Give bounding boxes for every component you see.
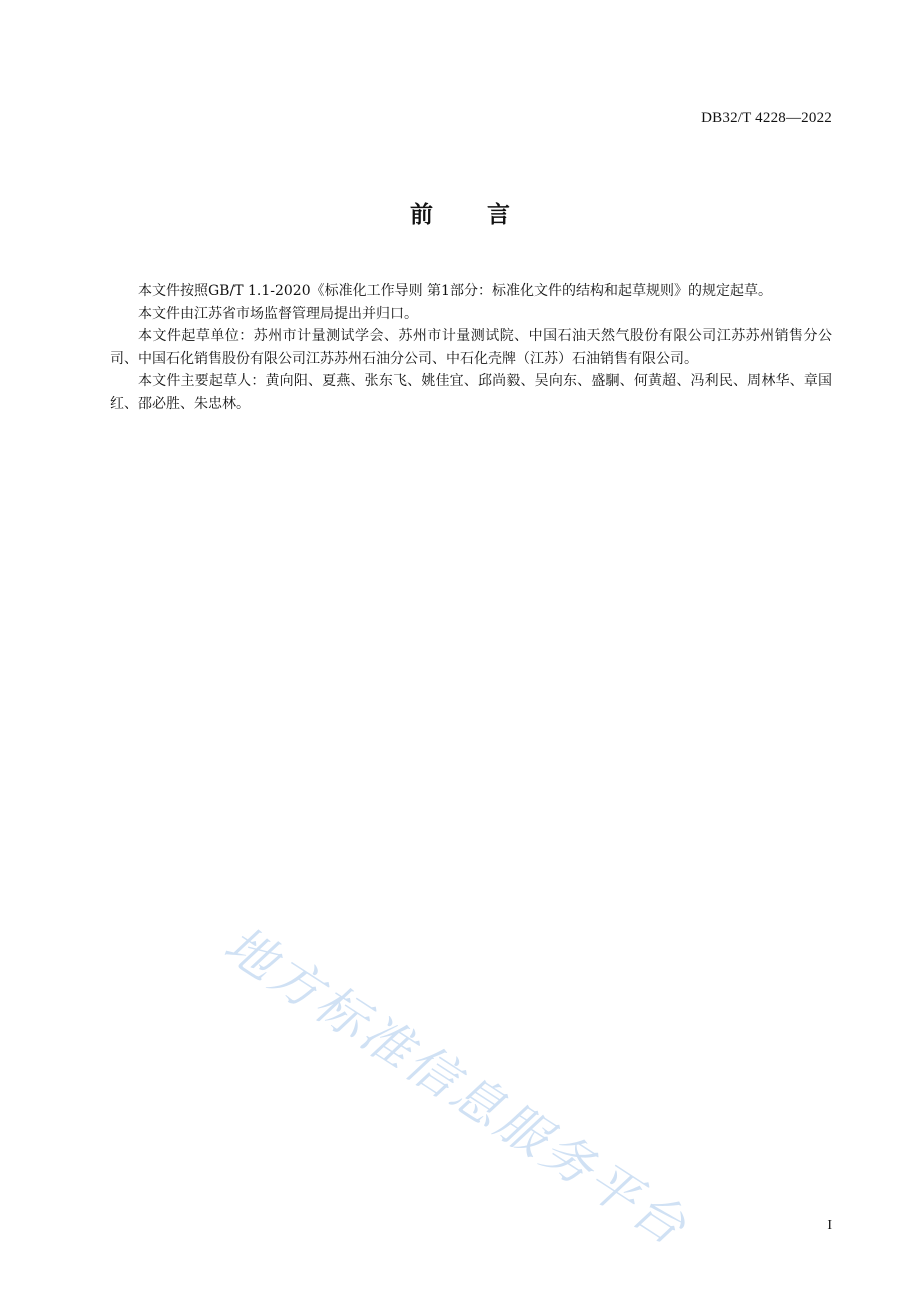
page-title: 前言 xyxy=(410,202,564,228)
page-number: I xyxy=(827,1218,832,1233)
watermark: 地方标准信息服务平台 xyxy=(214,915,699,1258)
paragraph-proposer: 本文件由江苏省市场监督管理局提出并归口。 xyxy=(138,305,418,322)
paragraph-drafting-rules: 本文件按照GB/T 1.1-2020《标准化工作导则 第1部分：标准化文件的结构和起草规则》的规定起草。 xyxy=(138,283,772,299)
paragraph-drafting-units: 本文件起草单位：苏州市计量测试学会、苏州市计量测试院、中国石油天然气股份有限公司江苏苏州销售分公司、中国石化销售股份有限公司江苏苏州石油分公司、中石化壳牌（江苏）石油销售有限公司。 xyxy=(110,328,832,367)
paragraph-drafters: 本文件主要起草人：黄向阳、夏燕、张东飞、姚佳宜、邱尚毅、吴向东、盛駉、何黄超、冯利民、周林华、章国红、邵必胜、朱忠林。 xyxy=(110,373,832,412)
document-code: DB32/T 4228—2022 xyxy=(701,110,832,126)
foreword-body xyxy=(110,280,832,415)
